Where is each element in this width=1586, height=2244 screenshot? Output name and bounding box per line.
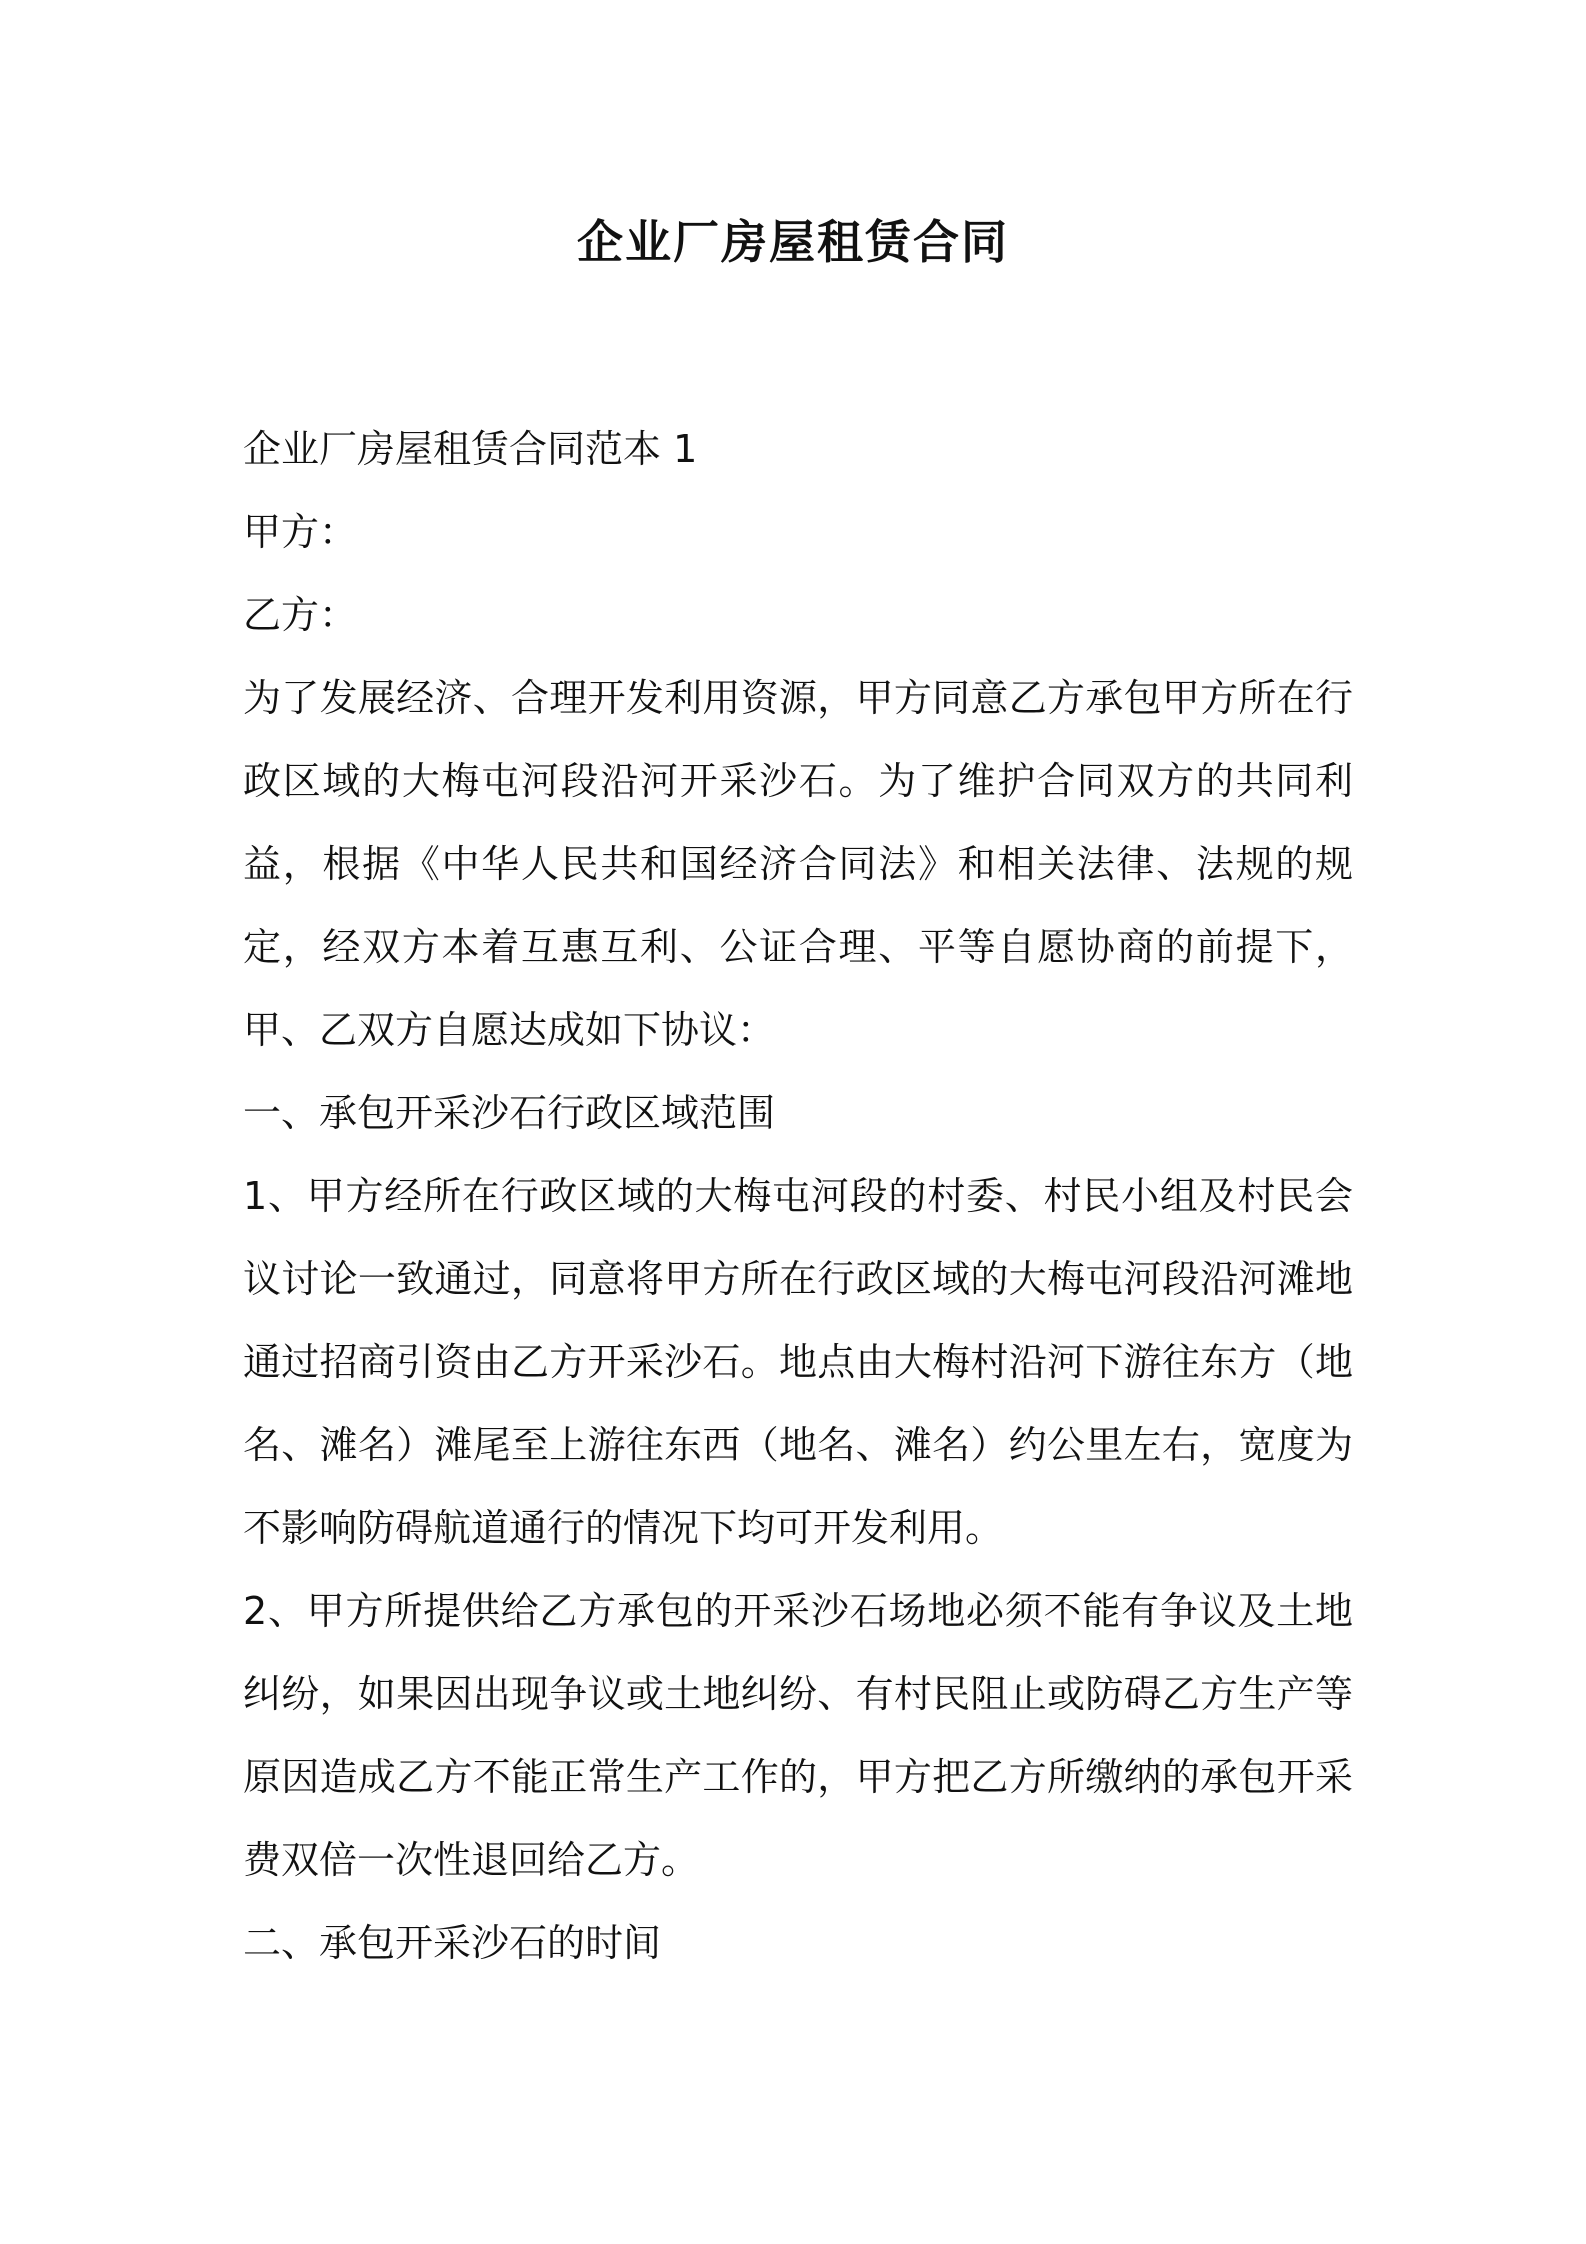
party-b-label: 乙方： xyxy=(243,593,358,637)
preamble-paragraph: 为了发展经济、合理开发利用资源，甲方同意乙方承包甲方所在行政区域的大梅屯河段沿河开采沙石。为了维护合同双方的共同利益，根据《中华人民共和国经济合同法》和相关法律、法规的规定，经双方本着互惠互利、公证合理、平等自愿协商的前提下，甲、乙双方自愿达成如下协议： xyxy=(243,676,1353,1052)
party-a-label: 甲方： xyxy=(243,510,358,554)
clause-2-paragraph: 2、甲方所提供给乙方承包的开采沙石场地必须不能有争议及土地纠纷，如果因出现争议或土地纠纷、有村民阻止或防碍乙方生产等原因造成乙方不能正常生产工作的，甲方把乙方所缴纳的承包开采费双倍一次性退回给乙方。 xyxy=(243,1589,1353,1882)
clause-1-paragraph: 1、甲方经所在行政区域的大梅屯河段的村委、村民小组及村民会议讨论一致通过，同意将甲方所在行政区域的大梅屯河段沿河滩地通过招商引资由乙方开采沙石。地点由大梅村沿河下游往东方（地名、滩名）滩尾至上游往东西（地名、滩名）约公里左右，宽度为不影响防碍航道通行的情况下均可开发利用。 xyxy=(243,1174,1353,1550)
document-body xyxy=(243,408,1353,1985)
section-1-heading: 一、承包开采沙石行政区域范围 xyxy=(243,1091,776,1135)
section-2-heading: 二、承包开采沙石的时间 xyxy=(243,1921,662,1965)
contract-subtitle: 企业厂房屋租赁合同范本 1 xyxy=(243,427,698,471)
document-title: 企业厂房屋租赁合同 xyxy=(577,215,1009,269)
